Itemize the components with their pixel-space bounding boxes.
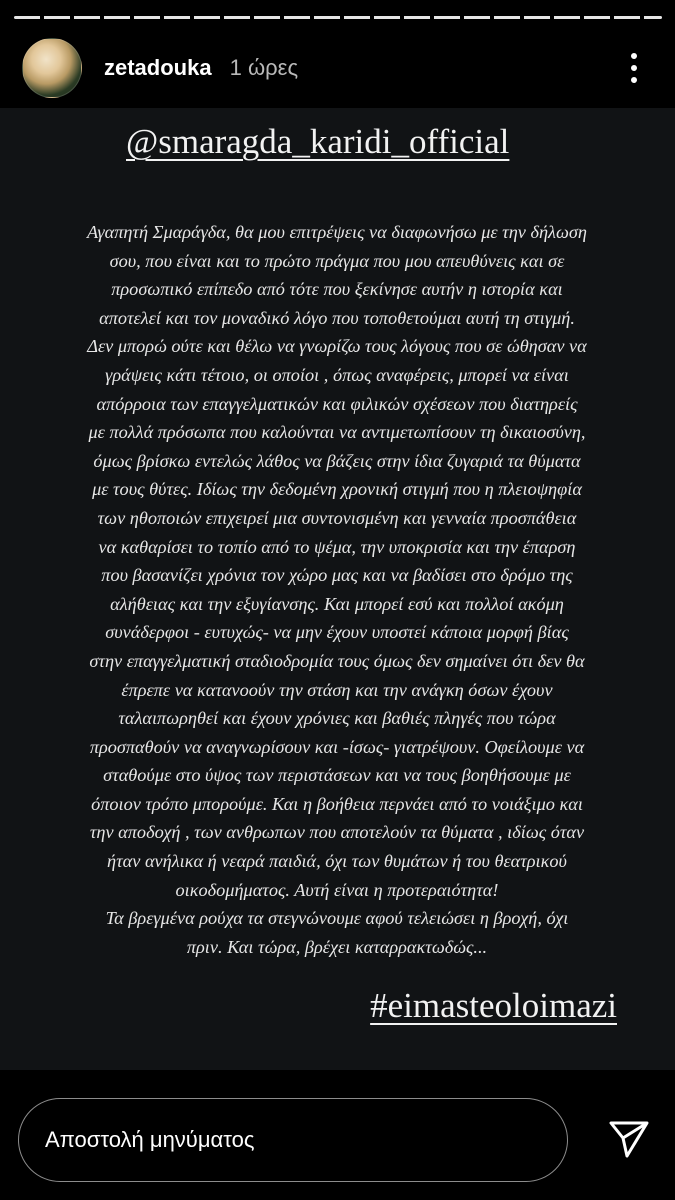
message-line: πριν. Και τώρα, βρέχει καταρρακτωδώς...	[186, 936, 488, 957]
send-icon[interactable]	[606, 1116, 652, 1162]
story-progress-bar	[14, 16, 662, 19]
message-line: Δεν μπορώ ούτε και θέλω να γνωρίζω τους λόγους που σε ώθησαν να	[87, 336, 587, 357]
message-line: γράψεις κάτι τέτοιο, οι οποίοι , όπως αναφέρεις, μπορεί να είναι	[105, 364, 569, 385]
message-line: ταλαιπωρηθεί και έχουν χρόνιες και βαθιές πληγές που τώρα	[118, 708, 556, 729]
message-line: έπρεπε να κατανοούν την στάση και την ανάγκη όσων έχουν	[121, 679, 553, 700]
message-line: προσωπικό επίπεδο από τότε που ξεκίνησε αυτήν η ιστορία και	[111, 279, 563, 300]
message-line: όποιον τρόπο μπορούμε. Και η βοήθεια περνάει από το νοιάξιμο και	[91, 793, 583, 814]
message-line: σταθούμε στο ύψος των περιστάσεων και να τους βοηθήσουμε με	[103, 765, 571, 786]
message-line: απόρροια των επαγγελματικών και φιλικών σχέσεων που διατηρείς	[96, 393, 578, 414]
message-line: των ηθοποιών επιχειρεί μια συντονισμένη και γενναία προσπάθεια	[97, 507, 577, 528]
message-line: προσπαθούν να αναγνωρίσουν και -ίσως- γιατρέψουν. Οφείλουμε να	[89, 736, 585, 757]
message-line: με τους θύτες. Ιδίως την δεδομένη χρονική στιγμή που η πλειοψηφία	[92, 479, 582, 500]
more-options-icon[interactable]	[624, 46, 644, 90]
hashtag-sticker[interactable]: #eimasteoloimazi	[370, 986, 617, 1025]
post-time: 1 ώρες	[229, 55, 299, 80]
story-header	[22, 40, 652, 96]
message-line: όμως βρίσκω εντελώς λάθος να βάζεις στην ίδια ζυγαριά τα θύματα	[93, 450, 581, 471]
message-line: οικοδομήματος. Αυτή είναι η προτεραιότητα!	[175, 879, 499, 900]
message-line: σου, που είναι και το πρώτο πράγμα που μου απευθύνεις και σε	[109, 250, 565, 271]
message-line: που βασανίζει χρόνια τον χώρο μας και να βαδίσει στο δρόμο της	[101, 565, 573, 586]
mention-sticker[interactable]: @smaragda_karidi_official	[126, 122, 510, 161]
message-line: Τα βρεγμένα ρούχα τα στεγνώνουμε αφού τελειώσει η βροχή, όχι	[105, 908, 569, 929]
message-line: Αγαπητή Σμαράγδα, θα μου επιτρέψεις να διαφωνήσω με την δήλωση	[87, 222, 587, 242]
username[interactable]: zetadouka	[104, 55, 212, 80]
message-line: ήταν ανήλικα ή νεαρά παιδιά, όχι των θυμάτων ή του θεατρικού	[107, 851, 567, 872]
story-message	[22, 218, 652, 961]
message-line: συνάδερφοι - ευτυχώς- να μην έχουν υποστεί κάποια μορφή βίας	[105, 622, 569, 643]
message-line: στην επαγγελματική σταδιοδρομία τους όμως δεν σημαίνει ότι δεν θα	[89, 650, 585, 671]
message-line: αλήθειας και την εξυγίανσης. Και μπορεί εσύ και πολλοί ακόμη	[110, 593, 564, 614]
avatar[interactable]	[22, 38, 82, 98]
reply-placeholder: Αποστολή μηνύματος	[45, 1127, 255, 1152]
story-content	[0, 108, 675, 1070]
message-line: με πολλά πρόσωπα που καλούνται να αντιμετωπίσουν τη δικαιοσύνη,	[88, 422, 586, 443]
reply-message-input[interactable]	[18, 1098, 568, 1182]
message-line: την αποδοχή , των ανθρωπων που αποτελούν τα θύματα , ιδίως όταν	[89, 822, 585, 843]
message-line: αποτελεί και τον μοναδικό λόγο που τοποθετούμαι αυτή τη στιγμή.	[99, 307, 575, 328]
message-line: να καθαρίσει το τοπίο από το ψέμα, την υποκρισία και την έπαρση	[98, 536, 576, 557]
